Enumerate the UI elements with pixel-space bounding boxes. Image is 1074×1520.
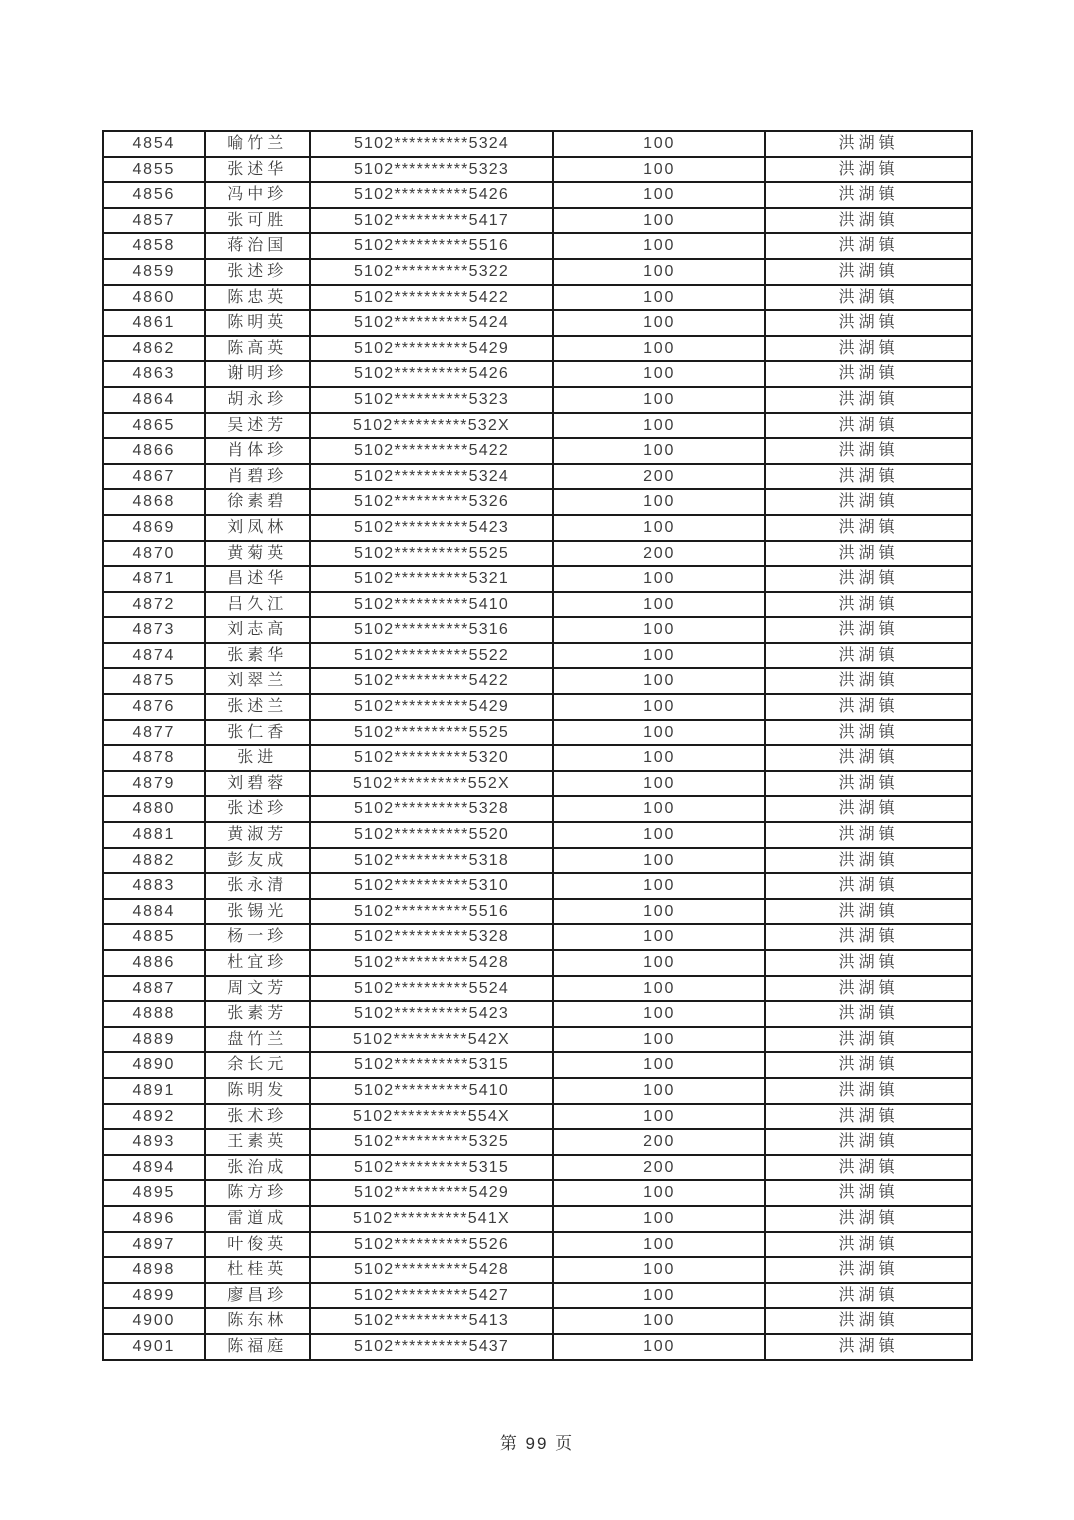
amount-cell: 100 [553, 873, 765, 899]
amount-cell: 100 [553, 1104, 765, 1130]
name-cell: 冯中珍 [205, 182, 310, 208]
amount-cell: 100 [553, 643, 765, 669]
beneficiary-table [102, 130, 973, 1361]
amount-cell: 100 [553, 1257, 765, 1283]
id-number-cell: 5102**********5322 [310, 259, 553, 285]
amount-cell: 100 [553, 336, 765, 362]
serial-cell: 4900 [103, 1308, 205, 1334]
name-cell: 吴述芳 [205, 413, 310, 439]
id-number-cell: 5102**********5324 [310, 464, 553, 490]
table-row [103, 796, 972, 822]
id-number-cell: 5102**********5429 [310, 1180, 553, 1206]
name-cell: 张锡光 [205, 899, 310, 925]
serial-cell: 4892 [103, 1104, 205, 1130]
serial-cell: 4877 [103, 720, 205, 746]
amount-cell: 100 [553, 515, 765, 541]
town-cell: 洪湖镇 [765, 1001, 972, 1027]
town-cell: 洪湖镇 [765, 617, 972, 643]
town-cell: 洪湖镇 [765, 745, 972, 771]
serial-cell: 4875 [103, 668, 205, 694]
serial-cell: 4876 [103, 694, 205, 720]
town-cell: 洪湖镇 [765, 1206, 972, 1232]
amount-cell: 100 [553, 1308, 765, 1334]
amount-cell: 100 [553, 617, 765, 643]
serial-cell: 4884 [103, 899, 205, 925]
town-cell: 洪湖镇 [765, 1308, 972, 1334]
table-row [103, 1180, 972, 1206]
id-number-cell: 5102**********5318 [310, 848, 553, 874]
serial-cell: 4860 [103, 285, 205, 311]
serial-cell: 4858 [103, 233, 205, 259]
amount-cell: 100 [553, 694, 765, 720]
id-number-cell: 5102**********5324 [310, 131, 553, 157]
serial-cell: 4881 [103, 822, 205, 848]
name-cell: 谢明珍 [205, 361, 310, 387]
name-cell: 杜桂英 [205, 1257, 310, 1283]
table-row [103, 771, 972, 797]
amount-cell: 100 [553, 1078, 765, 1104]
serial-cell: 4896 [103, 1206, 205, 1232]
town-cell: 洪湖镇 [765, 1257, 972, 1283]
town-cell: 洪湖镇 [765, 873, 972, 899]
serial-cell: 4899 [103, 1283, 205, 1309]
serial-cell: 4898 [103, 1257, 205, 1283]
serial-cell: 4897 [103, 1232, 205, 1258]
name-cell: 徐素碧 [205, 489, 310, 515]
serial-cell: 4879 [103, 771, 205, 797]
serial-cell: 4859 [103, 259, 205, 285]
id-number-cell: 5102**********5328 [310, 796, 553, 822]
table-row [103, 1155, 972, 1181]
serial-cell: 4882 [103, 848, 205, 874]
id-number-cell: 5102**********5526 [310, 1232, 553, 1258]
id-number-cell: 5102**********5410 [310, 592, 553, 618]
serial-cell: 4880 [103, 796, 205, 822]
serial-cell: 4874 [103, 643, 205, 669]
serial-cell: 4893 [103, 1129, 205, 1155]
amount-cell: 100 [553, 310, 765, 336]
town-cell: 洪湖镇 [765, 515, 972, 541]
name-cell: 蒋治国 [205, 233, 310, 259]
amount-cell: 100 [553, 796, 765, 822]
town-cell: 洪湖镇 [765, 438, 972, 464]
id-number-cell: 5102**********5426 [310, 182, 553, 208]
id-number-cell: 5102**********532X [310, 413, 553, 439]
amount-cell: 100 [553, 822, 765, 848]
amount-cell: 100 [553, 1206, 765, 1232]
name-cell: 张述珍 [205, 259, 310, 285]
table-row [103, 899, 972, 925]
table-row [103, 310, 972, 336]
id-number-cell: 5102**********5520 [310, 822, 553, 848]
town-cell: 洪湖镇 [765, 182, 972, 208]
name-cell: 周文芳 [205, 976, 310, 1002]
table-row [103, 1078, 972, 1104]
amount-cell: 100 [553, 489, 765, 515]
table-row [103, 1232, 972, 1258]
amount-cell: 100 [553, 413, 765, 439]
table-row [103, 592, 972, 618]
name-cell: 刘志高 [205, 617, 310, 643]
name-cell: 黄淑芳 [205, 822, 310, 848]
table-row [103, 387, 972, 413]
id-number-cell: 5102**********5516 [310, 899, 553, 925]
table-row [103, 438, 972, 464]
town-cell: 洪湖镇 [765, 1078, 972, 1104]
serial-cell: 4872 [103, 592, 205, 618]
town-cell: 洪湖镇 [765, 157, 972, 183]
serial-cell: 4886 [103, 950, 205, 976]
name-cell: 喻竹兰 [205, 131, 310, 157]
amount-cell: 100 [553, 208, 765, 234]
serial-cell: 4862 [103, 336, 205, 362]
id-number-cell: 5102**********5320 [310, 745, 553, 771]
town-cell: 洪湖镇 [765, 464, 972, 490]
name-cell: 张述珍 [205, 796, 310, 822]
amount-cell: 100 [553, 182, 765, 208]
amount-cell: 100 [553, 1001, 765, 1027]
id-number-cell: 5102**********5326 [310, 489, 553, 515]
town-cell: 洪湖镇 [765, 1155, 972, 1181]
amount-cell: 100 [553, 1180, 765, 1206]
serial-cell: 4888 [103, 1001, 205, 1027]
name-cell: 张可胜 [205, 208, 310, 234]
name-cell: 陈明英 [205, 310, 310, 336]
id-number-cell: 5102**********5328 [310, 924, 553, 950]
amount-cell: 100 [553, 720, 765, 746]
id-number-cell: 5102**********5524 [310, 976, 553, 1002]
id-number-cell: 5102**********5310 [310, 873, 553, 899]
amount-cell: 100 [553, 976, 765, 1002]
table-row [103, 873, 972, 899]
amount-cell: 100 [553, 592, 765, 618]
amount-cell: 100 [553, 848, 765, 874]
town-cell: 洪湖镇 [765, 387, 972, 413]
table-row [103, 1052, 972, 1078]
town-cell: 洪湖镇 [765, 1180, 972, 1206]
name-cell: 胡永珍 [205, 387, 310, 413]
id-number-cell: 5102**********5426 [310, 361, 553, 387]
id-number-cell: 5102**********5437 [310, 1334, 553, 1360]
name-cell: 刘凤林 [205, 515, 310, 541]
name-cell: 雷道成 [205, 1206, 310, 1232]
serial-cell: 4867 [103, 464, 205, 490]
amount-cell: 100 [553, 924, 765, 950]
id-number-cell: 5102**********5429 [310, 694, 553, 720]
id-number-cell: 5102**********5522 [310, 643, 553, 669]
amount-cell: 100 [553, 745, 765, 771]
table-row [103, 259, 972, 285]
name-cell: 肖碧珍 [205, 464, 310, 490]
town-cell: 洪湖镇 [765, 848, 972, 874]
serial-cell: 4887 [103, 976, 205, 1002]
serial-cell: 4865 [103, 413, 205, 439]
name-cell: 张述华 [205, 157, 310, 183]
name-cell: 张素华 [205, 643, 310, 669]
id-number-cell: 5102**********5323 [310, 387, 553, 413]
amount-cell: 100 [553, 1283, 765, 1309]
town-cell: 洪湖镇 [765, 336, 972, 362]
amount-cell: 200 [553, 1155, 765, 1181]
name-cell: 张治成 [205, 1155, 310, 1181]
serial-cell: 4901 [103, 1334, 205, 1360]
table-row [103, 131, 972, 157]
id-number-cell: 5102**********554X [310, 1104, 553, 1130]
amount-cell: 100 [553, 1232, 765, 1258]
name-cell: 吕久江 [205, 592, 310, 618]
id-number-cell: 5102**********5325 [310, 1129, 553, 1155]
serial-cell: 4857 [103, 208, 205, 234]
name-cell: 张术珍 [205, 1104, 310, 1130]
id-number-cell: 5102**********5321 [310, 566, 553, 592]
amount-cell: 100 [553, 899, 765, 925]
town-cell: 洪湖镇 [765, 643, 972, 669]
id-number-cell: 5102**********5423 [310, 1001, 553, 1027]
id-number-cell: 5102**********5417 [310, 208, 553, 234]
table-row [103, 541, 972, 567]
town-cell: 洪湖镇 [765, 822, 972, 848]
name-cell: 陈东林 [205, 1308, 310, 1334]
name-cell: 昌述华 [205, 566, 310, 592]
serial-cell: 4861 [103, 310, 205, 336]
town-cell: 洪湖镇 [765, 1027, 972, 1053]
name-cell: 陈高英 [205, 336, 310, 362]
table-row [103, 848, 972, 874]
id-number-cell: 5102**********5315 [310, 1052, 553, 1078]
id-number-cell: 5102**********542X [310, 1027, 553, 1053]
table-body [103, 131, 972, 1360]
table-row [103, 745, 972, 771]
amount-cell: 100 [553, 438, 765, 464]
town-cell: 洪湖镇 [765, 285, 972, 311]
amount-cell: 100 [553, 285, 765, 311]
serial-cell: 4873 [103, 617, 205, 643]
town-cell: 洪湖镇 [765, 668, 972, 694]
table-row [103, 1257, 972, 1283]
table-row [103, 694, 972, 720]
id-number-cell: 5102**********5428 [310, 1257, 553, 1283]
town-cell: 洪湖镇 [765, 361, 972, 387]
town-cell: 洪湖镇 [765, 208, 972, 234]
town-cell: 洪湖镇 [765, 1283, 972, 1309]
table-row [103, 413, 972, 439]
table-row [103, 643, 972, 669]
name-cell: 张素芳 [205, 1001, 310, 1027]
table-row [103, 285, 972, 311]
amount-cell: 200 [553, 464, 765, 490]
amount-cell: 100 [553, 950, 765, 976]
table-row [103, 950, 972, 976]
table-row [103, 1104, 972, 1130]
serial-cell: 4866 [103, 438, 205, 464]
town-cell: 洪湖镇 [765, 976, 972, 1002]
id-number-cell: 5102**********5422 [310, 438, 553, 464]
table-row [103, 182, 972, 208]
name-cell: 陈忠英 [205, 285, 310, 311]
amount-cell: 100 [553, 1027, 765, 1053]
table-row [103, 1334, 972, 1360]
table-row [103, 924, 972, 950]
serial-cell: 4883 [103, 873, 205, 899]
town-cell: 洪湖镇 [765, 1129, 972, 1155]
name-cell: 杜宜珍 [205, 950, 310, 976]
town-cell: 洪湖镇 [765, 924, 972, 950]
amount-cell: 100 [553, 668, 765, 694]
town-cell: 洪湖镇 [765, 1052, 972, 1078]
name-cell: 肖体珍 [205, 438, 310, 464]
page-number-footer: 第 99 页 [499, 1434, 575, 1453]
amount-cell: 100 [553, 387, 765, 413]
name-cell: 余长元 [205, 1052, 310, 1078]
table-row [103, 668, 972, 694]
name-cell: 王素英 [205, 1129, 310, 1155]
name-cell: 陈方珍 [205, 1180, 310, 1206]
table-row [103, 1129, 972, 1155]
table-row [103, 1308, 972, 1334]
name-cell: 叶俊英 [205, 1232, 310, 1258]
table-row [103, 464, 972, 490]
table-row [103, 822, 972, 848]
id-number-cell: 5102**********5525 [310, 541, 553, 567]
town-cell: 洪湖镇 [765, 1104, 972, 1130]
id-number-cell: 5102**********5423 [310, 515, 553, 541]
id-number-cell: 5102**********5429 [310, 336, 553, 362]
serial-cell: 4891 [103, 1078, 205, 1104]
table-row [103, 1001, 972, 1027]
table-row [103, 336, 972, 362]
name-cell: 盘竹兰 [205, 1027, 310, 1053]
table-row [103, 1027, 972, 1053]
table-row [103, 617, 972, 643]
name-cell: 陈福庭 [205, 1334, 310, 1360]
serial-cell: 4855 [103, 157, 205, 183]
town-cell: 洪湖镇 [765, 720, 972, 746]
serial-cell: 4890 [103, 1052, 205, 1078]
serial-cell: 4856 [103, 182, 205, 208]
town-cell: 洪湖镇 [765, 310, 972, 336]
amount-cell: 100 [553, 157, 765, 183]
serial-cell: 4868 [103, 489, 205, 515]
name-cell: 张述兰 [205, 694, 310, 720]
town-cell: 洪湖镇 [765, 413, 972, 439]
name-cell: 廖昌珍 [205, 1283, 310, 1309]
id-number-cell: 5102**********5422 [310, 668, 553, 694]
serial-cell: 4870 [103, 541, 205, 567]
name-cell: 黄菊英 [205, 541, 310, 567]
amount-cell: 100 [553, 131, 765, 157]
id-number-cell: 5102**********5323 [310, 157, 553, 183]
town-cell: 洪湖镇 [765, 771, 972, 797]
amount-cell: 200 [553, 541, 765, 567]
town-cell: 洪湖镇 [765, 566, 972, 592]
table-row [103, 157, 972, 183]
name-cell: 陈明发 [205, 1078, 310, 1104]
town-cell: 洪湖镇 [765, 233, 972, 259]
town-cell: 洪湖镇 [765, 694, 972, 720]
id-number-cell: 5102**********5427 [310, 1283, 553, 1309]
table-row [103, 208, 972, 234]
amount-cell: 100 [553, 1334, 765, 1360]
amount-cell: 100 [553, 566, 765, 592]
table-row [103, 361, 972, 387]
table-row [103, 1206, 972, 1232]
table-row [103, 976, 972, 1002]
town-cell: 洪湖镇 [765, 592, 972, 618]
id-number-cell: 5102**********5410 [310, 1078, 553, 1104]
amount-cell: 100 [553, 771, 765, 797]
name-cell: 刘碧蓉 [205, 771, 310, 797]
name-cell: 杨一珍 [205, 924, 310, 950]
town-cell: 洪湖镇 [765, 131, 972, 157]
amount-cell: 100 [553, 259, 765, 285]
town-cell: 洪湖镇 [765, 1232, 972, 1258]
id-number-cell: 5102**********5424 [310, 310, 553, 336]
town-cell: 洪湖镇 [765, 489, 972, 515]
table-row [103, 489, 972, 515]
town-cell: 洪湖镇 [765, 259, 972, 285]
serial-cell: 4864 [103, 387, 205, 413]
amount-cell: 100 [553, 1052, 765, 1078]
id-number-cell: 5102**********5315 [310, 1155, 553, 1181]
town-cell: 洪湖镇 [765, 1334, 972, 1360]
id-number-cell: 5102**********5422 [310, 285, 553, 311]
name-cell: 彭友成 [205, 848, 310, 874]
serial-cell: 4854 [103, 131, 205, 157]
table-row [103, 720, 972, 746]
name-cell: 张永清 [205, 873, 310, 899]
name-cell: 刘翠兰 [205, 668, 310, 694]
name-cell: 张进 [205, 745, 310, 771]
town-cell: 洪湖镇 [765, 899, 972, 925]
town-cell: 洪湖镇 [765, 796, 972, 822]
serial-cell: 4869 [103, 515, 205, 541]
id-number-cell: 5102**********552X [310, 771, 553, 797]
serial-cell: 4878 [103, 745, 205, 771]
id-number-cell: 5102**********5316 [310, 617, 553, 643]
id-number-cell: 5102**********5428 [310, 950, 553, 976]
id-number-cell: 5102**********5516 [310, 233, 553, 259]
table-row [103, 515, 972, 541]
town-cell: 洪湖镇 [765, 950, 972, 976]
id-number-cell: 5102**********5525 [310, 720, 553, 746]
serial-cell: 4894 [103, 1155, 205, 1181]
table-row [103, 1283, 972, 1309]
town-cell: 洪湖镇 [765, 541, 972, 567]
amount-cell: 100 [553, 233, 765, 259]
name-cell: 张仁香 [205, 720, 310, 746]
table-row [103, 566, 972, 592]
table-row [103, 233, 972, 259]
serial-cell: 4871 [103, 566, 205, 592]
serial-cell: 4889 [103, 1027, 205, 1053]
serial-cell: 4895 [103, 1180, 205, 1206]
amount-cell: 100 [553, 361, 765, 387]
serial-cell: 4863 [103, 361, 205, 387]
amount-cell: 200 [553, 1129, 765, 1155]
serial-cell: 4885 [103, 924, 205, 950]
id-number-cell: 5102**********5413 [310, 1308, 553, 1334]
id-number-cell: 5102**********541X [310, 1206, 553, 1232]
